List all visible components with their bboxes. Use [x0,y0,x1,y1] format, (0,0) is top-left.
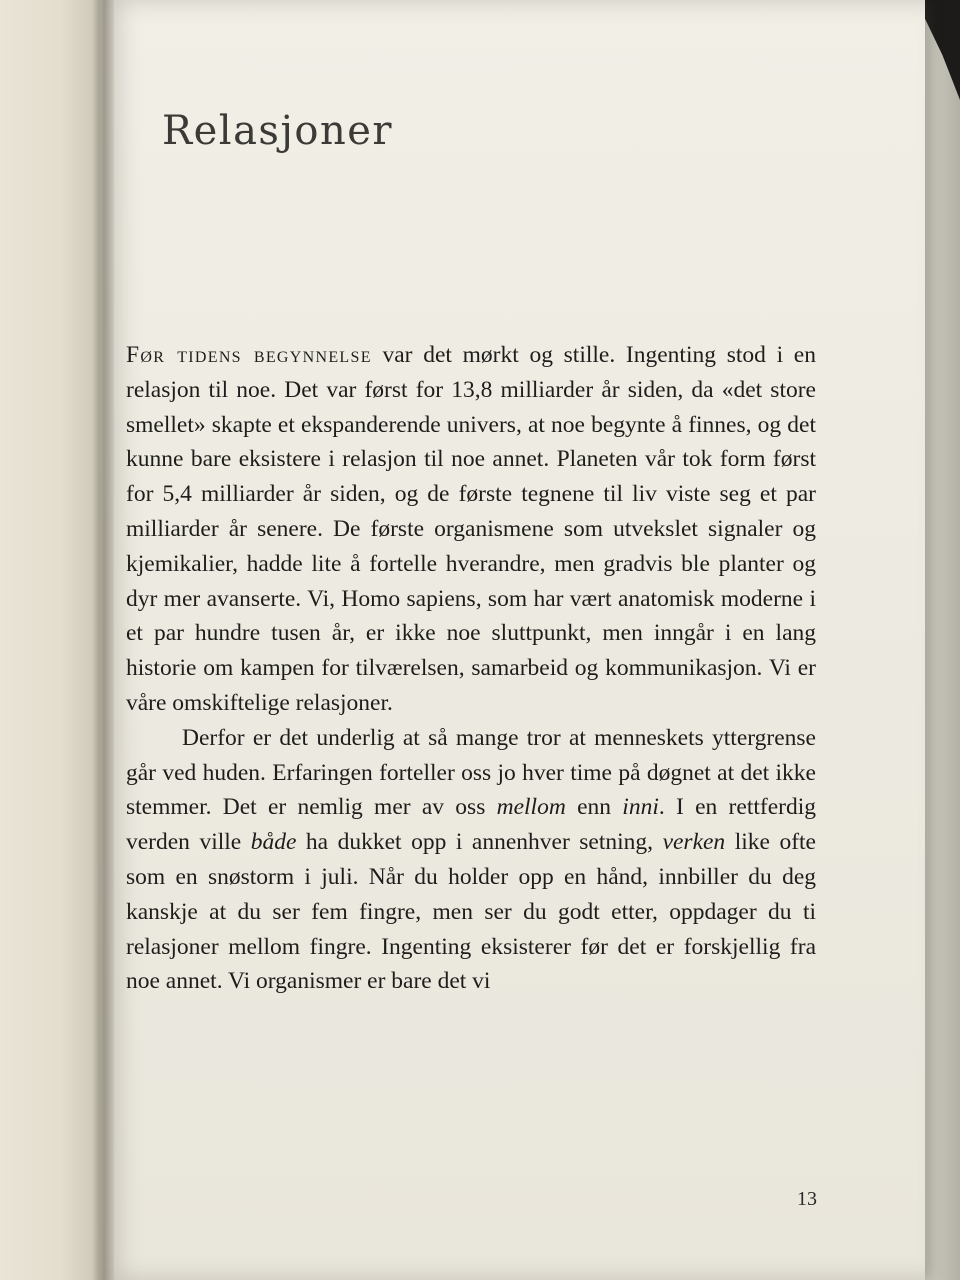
body-text [126,338,816,999]
emphasis-inni: inni [622,794,659,821]
emphasis-verken: verken [662,829,726,856]
lead-in-smallcaps: Før tidens begynnelse [126,342,372,368]
emphasis-bade: både [250,829,297,856]
page-body [100,0,925,1280]
chapter-title: Relasjoner [162,108,393,154]
paragraph-2-text-b: enn [565,794,623,821]
emphasis-mellom: mellom [496,794,566,821]
paragraph-2-text-e: like ofte som en snøstorm i juli. Når du holder opp en hånd, innbiller du deg kanskje at du ser fem fingre, men ser du godt etter, oppdager du ti relasjoner mellom fingre. Ingenting eksisterer før det er forskjellig fra noe annet. Vi organismer er bare det vi [126,829,816,995]
paragraph-2-text-d: ha dukket opp i annenhver setning, [296,829,663,856]
paragraph-2-text-a: Derfor er det underlig at så mange tror at menneskets yttergrense går ved huden. Erfaringen forteller oss jo hver time på døgnet at det ikke stemmer. Det er nemlig mer av oss [126,724,816,821]
book-page [100,0,925,1280]
page-number: 13 [797,1188,817,1210]
paragraph-1 [126,338,816,721]
paragraph-2 [126,721,816,999]
paragraph-1-text: var det mørkt og stille. Ingenting stod i en relasjon til noe. Det var først for 13,8 milliarder år siden, da «det store smellet» skapte et ekspanderende univers, at noe begynte å finnes, og det kunne bare eksistere i relasjon til noe annet. Planeten vår tok form først for 5,4 milliarder år siden, og de første tegnene til liv viste seg et par milliarder år senere. De første organismene som utvekslet signaler og kjemikalier, hadde lite å fortelle hverandre, men gradvis ble planter og dyr mer avanserte. Vi, Homo sapiens, som har vært anatomisk moderne i et par hundre tusen år, er ikke noe sluttpunkt, men inngår i en lang historie om kampen for tilværelsen, samarbeid og kommunikasjon. Vi er våre omskiftelige relasjoner. [126,342,816,716]
book-gutter-shadow [92,0,114,1280]
paragraph-2-text-c: . I en rettferdig verden ville [126,794,816,856]
